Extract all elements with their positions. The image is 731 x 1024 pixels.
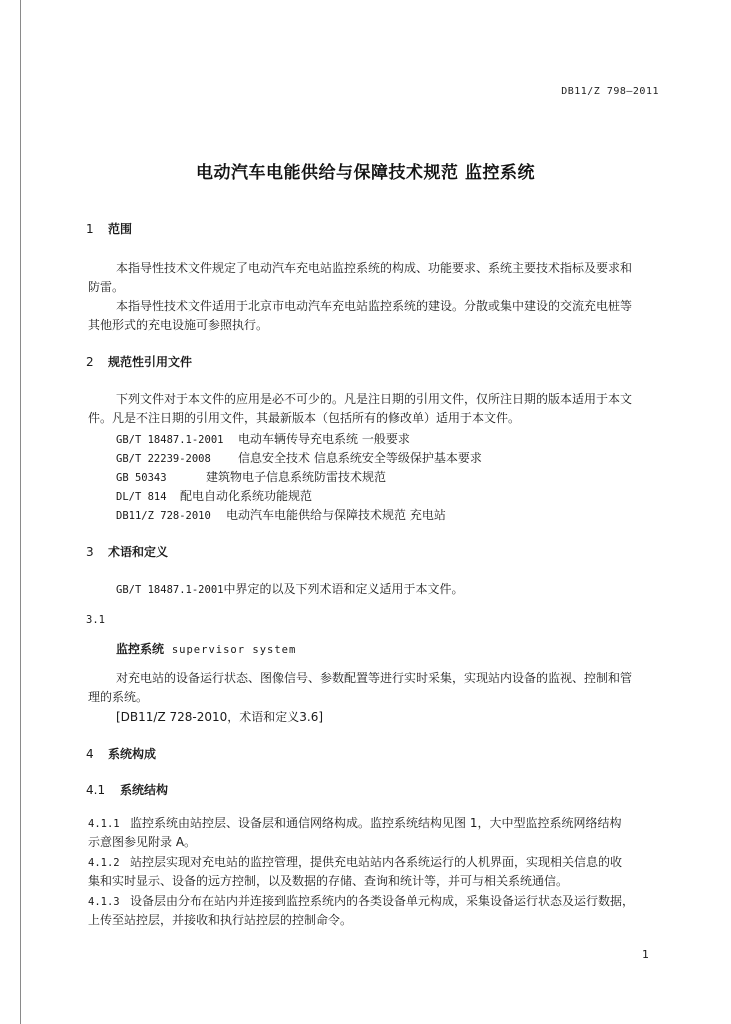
reference-title: 电动车辆传导充电系统 一般要求: [238, 432, 410, 446]
clause-4-1-1-line1: [88, 813, 621, 834]
term-definition-line2: 理的系统。: [88, 690, 149, 704]
clause-text: 监控系统由站控层、设备层和通信网络构成。监控系统结构见图 1，大中型监控系统网络结构: [130, 816, 622, 830]
s1-para2-line1: 本指导性技术文件适用于北京市电动汽车充电站监控系统的建设。分散或集中建设的交流充电桩等: [116, 299, 633, 313]
subclause-3-1-number: 3.1: [86, 614, 105, 626]
s3-intro-text: 中界定的以及下列术语和定义适用于本文件。: [223, 582, 464, 596]
normative-reference: [116, 429, 410, 450]
section-number: 2: [86, 355, 94, 369]
clause-4-1-2-line2: 集和实时显示、设备的远方控制，以及数据的存储、查询和统计等，并可与相关系统通信。: [88, 874, 569, 888]
document-title: 电动汽车电能供给与保障技术规范 监控系统: [196, 163, 535, 183]
clause-4-1-2-line1: [88, 852, 622, 873]
clause-text: 设备层由分布在站内并连接到监控系统内的各类设备单元构成，采集设备运行状态及运行数据，: [130, 894, 635, 908]
normative-reference: [116, 486, 312, 507]
s1-para1-line2: 防雷。: [88, 280, 125, 294]
clause-4-1-1-line2: 示意图参见附录 A。: [88, 835, 197, 849]
page-binding-edge: [20, 0, 21, 1024]
section-number: 1: [86, 222, 94, 236]
s1-para1-line1: 本指导性技术文件规定了电动汽车充电站监控系统的构成、功能要求、系统主要技术指标及要求和: [116, 261, 633, 275]
normative-reference: [116, 467, 386, 488]
reference-title: 配电自动化系统功能规范: [180, 489, 313, 503]
s2-para-line2: 件。凡是不注日期的引用文件，其最新版本（包括所有的修改单）适用于本文件。: [88, 411, 521, 425]
section-1-heading: [86, 219, 132, 239]
s2-para-line1: 下列文件对于本文件的应用是必不可少的。凡是注日期的引用文件，仅所注日期的版本适用于本文: [116, 392, 633, 406]
s3-intro: [116, 579, 463, 600]
section-title: 范围: [108, 222, 133, 236]
section-3-heading: [86, 542, 168, 562]
clause-text: 站控层实现对充电站的监控管理，提供充电站站内各系统运行的人机界面，实现相关信息的收: [130, 855, 623, 869]
term-english: supervisor system: [171, 644, 297, 656]
reference-code: GB/T 18487.1-2001: [116, 584, 224, 596]
term-chinese: 监控系统: [116, 642, 165, 656]
section-title: 规范性引用文件: [108, 355, 193, 369]
clause-number: 4.1.3: [88, 896, 120, 908]
subsection-number: 4.1: [86, 783, 106, 797]
reference-code: GB/T 18487.1-2001: [116, 434, 224, 446]
reference-code: DB11/Z 728-2010: [116, 510, 211, 522]
section-2-heading: [86, 352, 192, 372]
clause-4-1-3-line2: 上传至站控层，并接收和执行站控层的控制命令。: [88, 913, 353, 927]
subsection-title: 系统结构: [120, 783, 169, 797]
normative-reference: [116, 505, 446, 526]
subsection-4-1-heading: [86, 780, 168, 800]
section-title: 系统构成: [108, 747, 157, 761]
reference-code: GB 50343: [116, 472, 167, 484]
clause-number: 4.1.1: [88, 818, 120, 830]
term-definition-line1: 对充电站的设备运行状态、图像信号、参数配置等进行实时采集，实现站内设备的监视、控制和管: [116, 671, 633, 685]
clause-number: 4.1.2: [88, 857, 120, 869]
document-code: DB11/Z 798—2011: [561, 86, 659, 97]
term-entry: [116, 639, 296, 660]
section-number: 3: [86, 545, 94, 559]
section-title: 术语和定义: [108, 545, 169, 559]
normative-reference: [116, 448, 482, 469]
reference-title: 电动汽车电能供给与保障技术规范 充电站: [226, 508, 446, 522]
section-4-heading: [86, 744, 156, 764]
term-source: [DB11/Z 728-2010，术语和定义3.6]: [116, 710, 324, 724]
reference-title: 信息安全技术 信息系统安全等级保护基本要求: [238, 451, 482, 465]
reference-code: DL/T 814: [116, 491, 167, 503]
reference-title: 建筑物电子信息系统防雷技术规范: [206, 470, 387, 484]
clause-4-1-3-line1: [88, 891, 634, 912]
section-number: 4: [86, 747, 94, 761]
s1-para2-line2: 其他形式的充电设施可参照执行。: [88, 318, 269, 332]
reference-code: GB/T 22239-2008: [116, 453, 211, 465]
page-number: 1: [642, 948, 649, 961]
